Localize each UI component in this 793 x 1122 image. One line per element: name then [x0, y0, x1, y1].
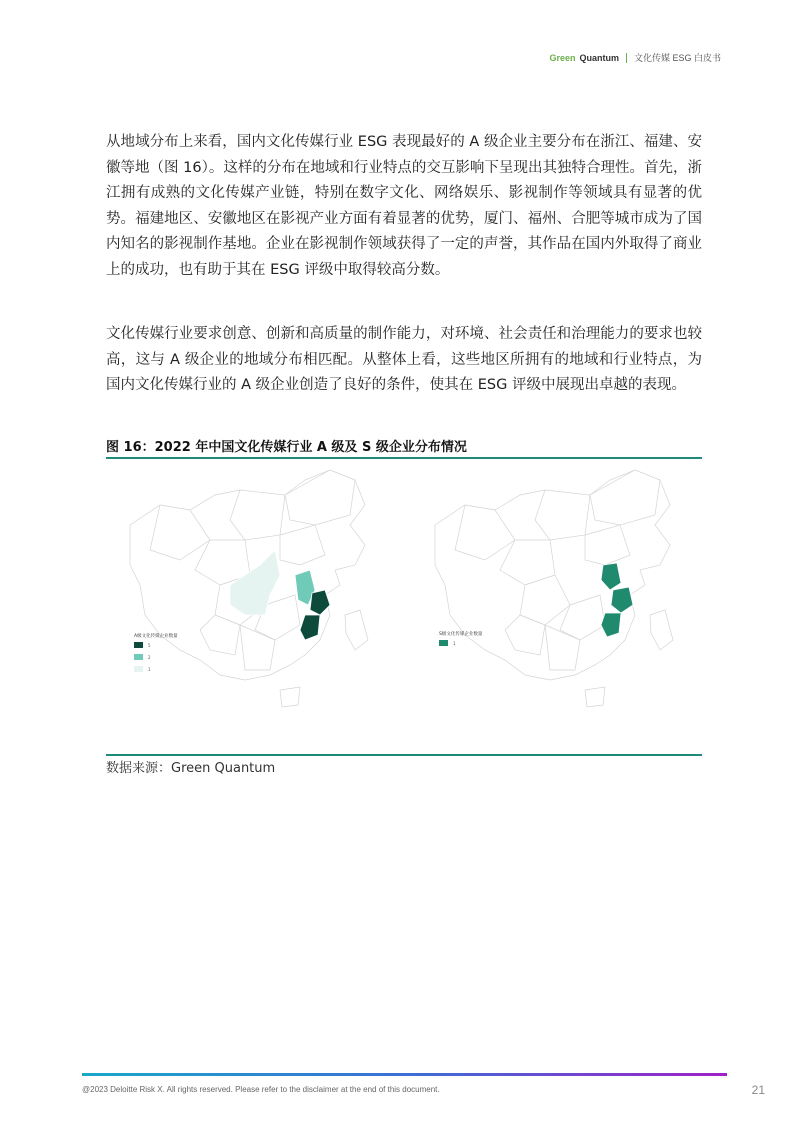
legend-value: 1: [453, 641, 456, 646]
map-s-level: [425, 465, 710, 745]
map-a-level: [120, 465, 405, 745]
legend-value: 5: [148, 643, 151, 648]
figure-top-rule: [106, 457, 702, 459]
brand-dark: Quantum: [579, 52, 619, 63]
legend-title: A级文化传媒企业数量: [134, 634, 178, 639]
footer-gradient-line: [82, 1073, 727, 1076]
footer-copyright: @2023 Deloitte Risk X. All rights reserved. Please refer to the disclaimer at the end of this document.: [82, 1085, 440, 1094]
figure-source: 数据来源：Green Quantum: [106, 761, 276, 776]
figure-bottom-rule: [106, 754, 702, 756]
page-number: 21: [751, 1083, 765, 1097]
china-base-outline: [435, 470, 673, 707]
legend-value: 2: [148, 655, 151, 660]
map-a-legend: [134, 632, 178, 672]
legend-swatch: [134, 666, 143, 672]
page-header: [549, 51, 721, 64]
legend-swatch: [134, 642, 143, 648]
paragraph-2: 文化传媒行业要求创意、创新和高质量的制作能力，对环境、社会责任和治理能力的要求也较高，这与 A 级企业的地域分布相匹配。从整体上看，这些地区所拥有的地域和行业特点，为国内文化传媒行业的 A 级企业创造了良好的条件，使其在 ESG 评级中展现出卓越的表现。: [106, 326, 702, 393]
legend-title: S级文化传媒企业数量: [439, 632, 483, 637]
header-divider: [626, 53, 627, 63]
figure-title: 图 16：2022 年中国文化传媒行业 A 级及 S 级企业分布情况: [106, 440, 467, 455]
brand-green: Green: [549, 52, 576, 63]
legend-value: 1: [148, 667, 151, 672]
legend-swatch: [439, 640, 448, 646]
paragraph-1: 从地域分布上来看，国内文化传媒行业 ESG 表现最好的 A 级企业主要分布在浙江、福建、安徽等地（图 16）。这样的分布在地域和行业特点的交互影响下呈现出其独特合理性。首先，浙江拥有成熟的文化传媒产业链，特别在数字文化、网络娱乐、影视制作等领域具有显著的优势。福建地区、安徽地区在影视产业方面有着显著的优势，厦门、福州、合肥等城市成为了国内知名的影视制作基地。企业在影视制作领域获得了一定的声誉，其作品在国内外取得了商业上的成功，也有助于其在 ESG 评级中取得较高分数。: [106, 134, 702, 278]
header-title: 文化传媒 ESG 白皮书: [633, 53, 721, 63]
legend-swatch: [134, 654, 143, 660]
